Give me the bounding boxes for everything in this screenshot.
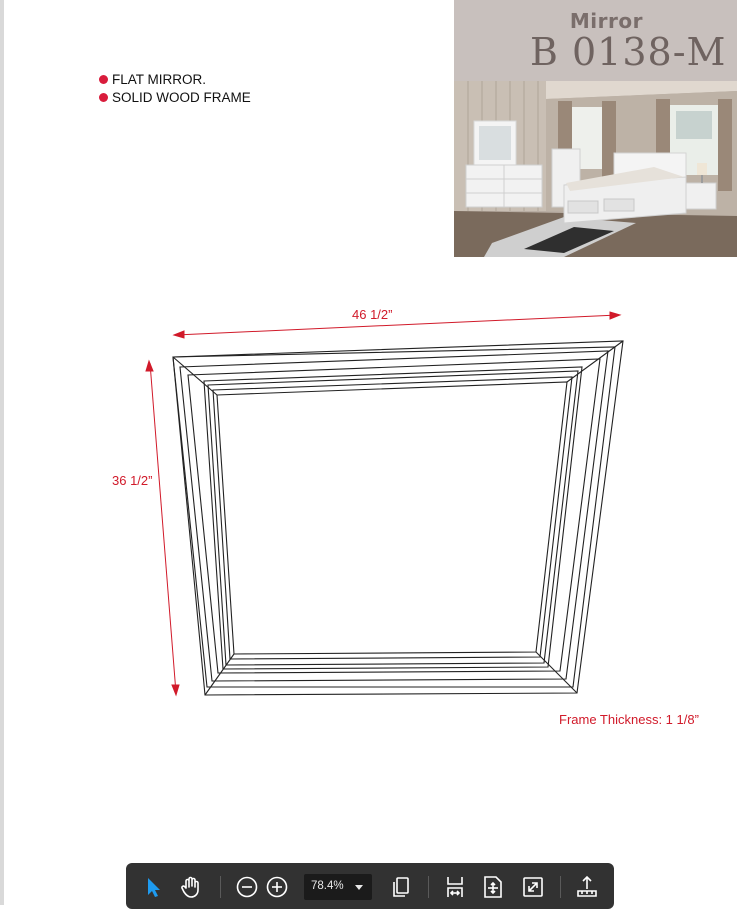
fit-page-icon[interactable] [480,874,506,900]
hand-pan-icon[interactable] [178,874,204,900]
product-header [454,0,737,81]
fit-width-icon[interactable] [442,874,468,900]
pdf-floating-toolbar [126,863,614,909]
height-dimension-label: 36 1/2” [112,473,153,488]
frame-thickness-label: Frame Thickness: 1 1/8” [559,712,699,727]
select-pointer-icon[interactable] [140,874,166,900]
mirror-line-drawing [100,295,640,705]
page-thumbnails-icon[interactable] [388,874,414,900]
feature-text: SOLID WOOD FRAME [112,90,251,105]
product-model-number: B 0138-M [530,30,727,74]
bullet-dot-icon [99,93,108,102]
toolbar-divider [428,876,429,898]
feature-item [99,90,251,108]
fullscreen-icon[interactable] [520,874,546,900]
zoom-out-icon[interactable] [234,874,260,900]
product-category-title: Mirror [569,9,643,33]
feature-list [99,72,251,108]
zoom-level-value: 78.4% [311,880,344,892]
chevron-down-icon [355,885,363,890]
width-dimension-label: 46 1/2” [352,307,393,322]
feature-item [99,72,251,90]
toolbar-divider [220,876,221,898]
bullet-dot-icon [99,75,108,84]
export-icon[interactable] [574,874,600,900]
toolbar-divider [560,876,561,898]
zoom-in-icon[interactable] [264,874,290,900]
feature-text: FLAT MIRROR. [112,72,207,87]
bedroom-set-photo [454,81,737,257]
zoom-level-dropdown[interactable] [304,874,372,900]
